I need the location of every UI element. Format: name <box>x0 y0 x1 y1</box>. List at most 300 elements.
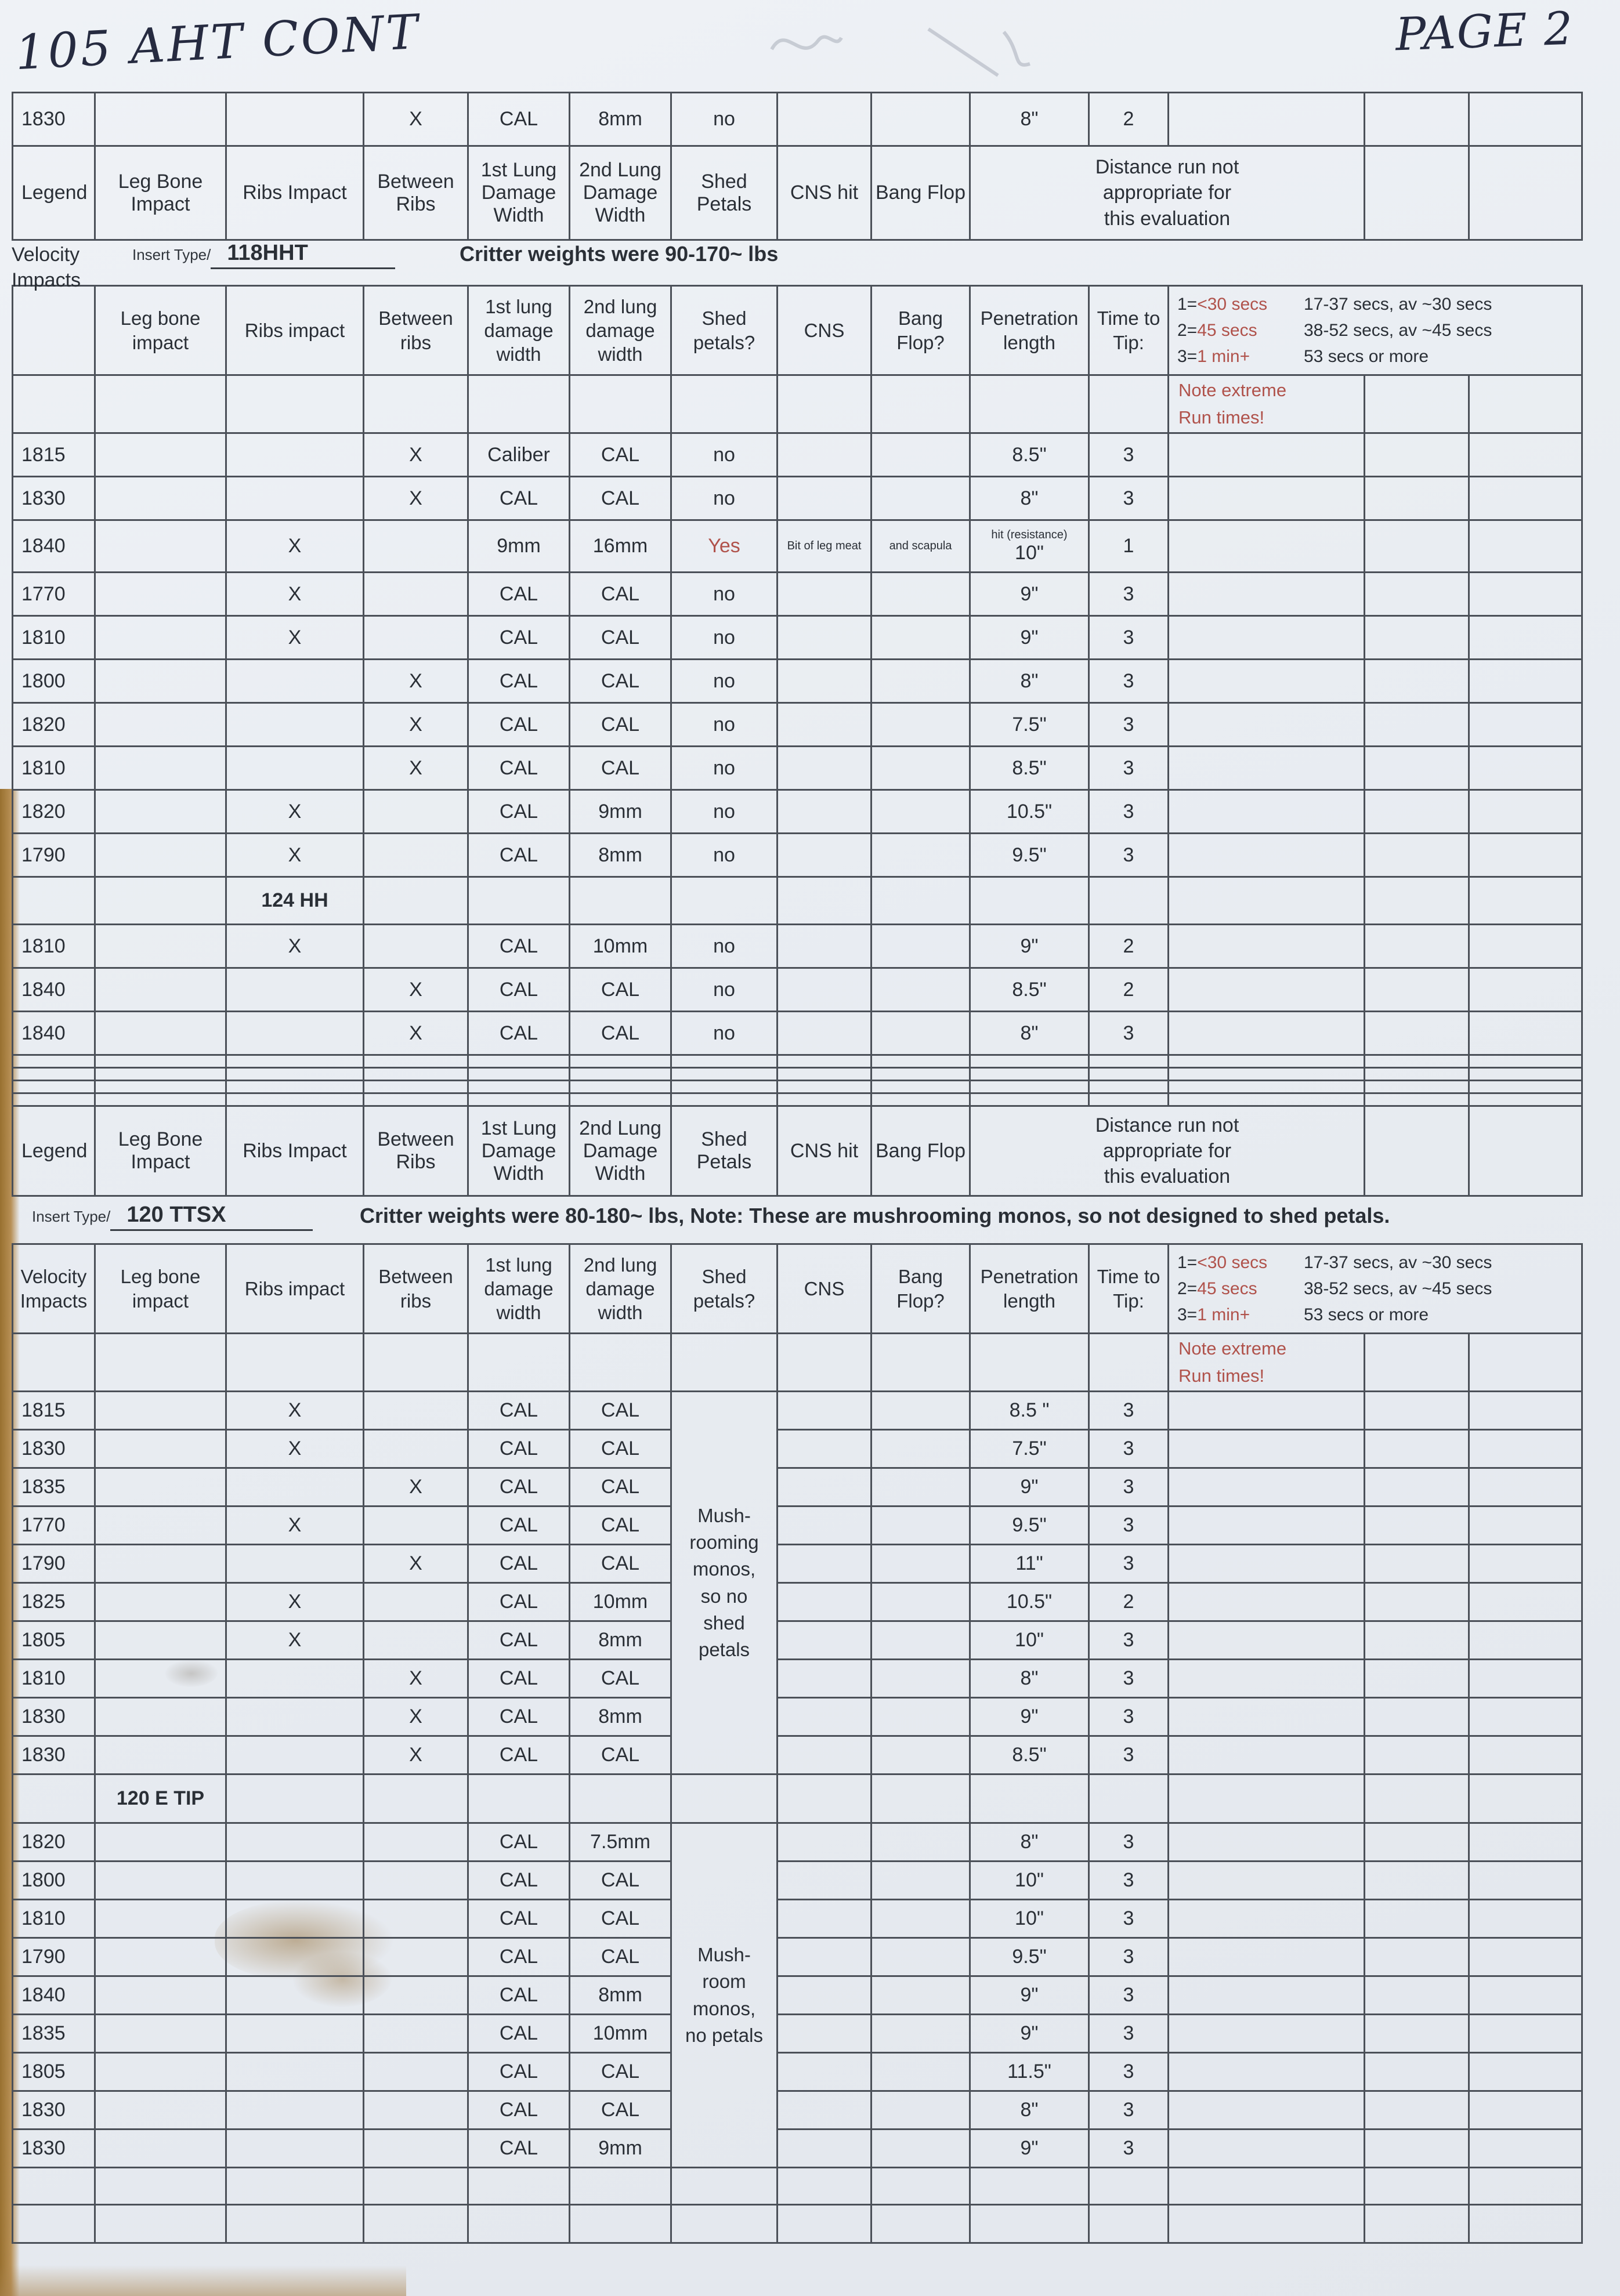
cell-ribs: X <box>226 925 364 968</box>
cell-l2: 10mm <box>570 925 671 968</box>
table-row <box>13 877 1582 925</box>
cell-btw <box>364 1583 468 1621</box>
cell-leg <box>95 877 226 925</box>
distance-line: Distance run not <box>1095 156 1239 179</box>
cell-cns <box>778 2130 872 2168</box>
cell-pen: 9" <box>970 1976 1089 2015</box>
cell-l2: CAL <box>570 1938 671 1976</box>
cell-xa <box>1365 1698 1469 1736</box>
legend-btw: Between Ribs <box>364 1106 468 1196</box>
cell-leg <box>95 1081 226 1093</box>
legend-leg: Leg Bone Impact <box>95 146 226 240</box>
cell-xb <box>1469 2130 1582 2168</box>
cell-bang <box>872 660 970 703</box>
table-row <box>13 1862 1582 1900</box>
cell-pen: 10" <box>970 1621 1089 1660</box>
cell-cns <box>778 1900 872 1938</box>
cell-xb <box>1469 1698 1582 1736</box>
cell-xb <box>1469 1468 1582 1506</box>
col-header-btw: Between ribs <box>364 1244 468 1334</box>
cell-bang <box>872 2205 970 2243</box>
time-legend-line: 3=1 min+ 53 secs or more <box>1177 347 1429 366</box>
cell-xa <box>1365 1938 1469 1976</box>
cell-btw: X <box>364 1736 468 1774</box>
cell-l1 <box>468 877 570 925</box>
cell-cns <box>778 747 872 790</box>
cell-pen <box>970 520 1089 573</box>
col-header-bang: Bang Flop? <box>872 286 970 375</box>
cell-xa <box>1365 1392 1469 1430</box>
cell-pen: 9" <box>970 616 1089 660</box>
cell-pen: 9.5" <box>970 834 1089 877</box>
cell-cns <box>778 2091 872 2130</box>
cell-shed <box>671 877 778 925</box>
cell-shed: no <box>671 968 778 1012</box>
cell-note <box>1169 2015 1365 2053</box>
cell-leg <box>95 2205 226 2243</box>
cell-btw: X <box>364 1468 468 1506</box>
cell-xa <box>1365 1862 1469 1900</box>
cell-note <box>1169 1081 1365 1093</box>
cell-time: 3 <box>1089 1900 1169 1938</box>
legend-row <box>13 146 1582 240</box>
cell-l1: CAL <box>468 1736 570 1774</box>
table-row <box>13 1698 1582 1736</box>
cell-btw <box>364 925 468 968</box>
cell-xb <box>1469 834 1582 877</box>
cell-time: 3 <box>1089 1545 1169 1583</box>
cell-pen: 8" <box>970 1012 1089 1055</box>
cell-xa <box>1365 1081 1469 1093</box>
cell-time: 3 <box>1089 2053 1169 2091</box>
cell-shed <box>671 1774 778 1823</box>
cell-ribs <box>226 1698 364 1736</box>
cell-leg <box>95 1900 226 1938</box>
cell-note <box>1169 2091 1365 2130</box>
cell-xa <box>1365 1068 1469 1081</box>
handwritten-page-number: PAGE 2 <box>1394 2 1575 61</box>
cell-time <box>1089 375 1169 433</box>
table-row <box>13 1583 1582 1621</box>
cell-leg <box>95 433 226 477</box>
cell-bang <box>872 925 970 968</box>
table-row <box>13 1468 1582 1506</box>
cell-xb <box>1469 1392 1582 1430</box>
cell-pen: 9" <box>970 1698 1089 1736</box>
cell-note <box>1169 433 1365 477</box>
cell-v: 1810 <box>13 616 95 660</box>
shed-note-line: no petals <box>685 2024 763 2046</box>
table-row <box>13 1900 1582 1938</box>
legend-l1: 1st Lung Damage Width <box>468 146 570 240</box>
cell-leg <box>95 1698 226 1736</box>
table-row <box>13 747 1582 790</box>
cell-time <box>1089 1068 1169 1081</box>
cell-xb <box>1469 968 1582 1012</box>
col-header-time: Time to Tip: <box>1089 1244 1169 1334</box>
shed-note-line: monos, <box>692 1558 756 1580</box>
cell-btw <box>364 1392 468 1430</box>
shed-note-line: room <box>702 1971 746 1993</box>
cell-cns <box>778 703 872 747</box>
legend-l2: 2nd Lung Damage Width <box>570 1106 671 1196</box>
cell-note <box>1169 1698 1365 1736</box>
cell-shed: no <box>671 747 778 790</box>
distance-line: Distance run not <box>1095 1114 1239 1136</box>
cell-xa <box>1365 747 1469 790</box>
cell-btw <box>364 1621 468 1660</box>
cell-bang <box>872 968 970 1012</box>
cell-time <box>1089 1093 1169 1106</box>
cell-leg <box>95 834 226 877</box>
cell-leg <box>95 1736 226 1774</box>
document-content <box>12 0 1585 2244</box>
critter-weights-text: Critter weights were 80-180~ lbs, <box>360 1204 690 1227</box>
handwritten-title: 105 AHT CONT <box>13 4 422 81</box>
insert-type-value: 120 TTSX <box>126 1203 226 1227</box>
cell-leg <box>95 1334 226 1392</box>
cell-btw <box>364 2091 468 2130</box>
distance-line: appropriate for <box>1102 1139 1232 1162</box>
table-row <box>13 2130 1582 2168</box>
table-row <box>13 703 1582 747</box>
cell-btw <box>364 1430 468 1468</box>
cell-v: 1840 <box>13 1012 95 1055</box>
cell-xb <box>1469 660 1582 703</box>
cell-pen <box>970 375 1089 433</box>
cell-l2 <box>570 1093 671 1106</box>
col-header-pen: Penetration length <box>970 286 1089 375</box>
cell-l1: CAL <box>468 2015 570 2053</box>
cell-note <box>1169 834 1365 877</box>
cell-bang <box>872 1660 970 1698</box>
cell-l1: CAL <box>468 616 570 660</box>
cell-xb <box>1469 2015 1582 2053</box>
cell-pen: 9" <box>970 2015 1089 2053</box>
cell-btw: X <box>364 703 468 747</box>
cell-v: 1825 <box>13 1583 95 1621</box>
cell-xb <box>1469 877 1582 925</box>
cell-time <box>1089 1774 1169 1823</box>
cell-l1 <box>468 375 570 433</box>
cell-cns <box>778 2015 872 2053</box>
cell-l2: CAL <box>570 2091 671 2130</box>
cell-bang <box>872 1506 970 1545</box>
cell-bang <box>872 1012 970 1055</box>
cell-btw <box>364 2015 468 2053</box>
cell-xa <box>1365 2130 1469 2168</box>
shed-note-line: Mush- <box>697 1944 751 1966</box>
cell-l2: CAL <box>570 1660 671 1698</box>
cell-l2: CAL <box>570 1862 671 1900</box>
cell-xa <box>1365 2015 1469 2053</box>
cell-v: 1840 <box>13 520 95 573</box>
cell-v: 1815 <box>13 1392 95 1430</box>
cell-btw <box>364 790 468 834</box>
cell-xa <box>1365 877 1469 925</box>
cell-shed <box>671 1823 778 2168</box>
cell-ribs: X <box>226 1621 364 1660</box>
table-row <box>13 1068 1582 1081</box>
cell-cns <box>778 1055 872 1068</box>
cell-l1: CAL <box>468 573 570 616</box>
cell-cns <box>778 2205 872 2243</box>
cell-time: 3 <box>1089 1660 1169 1698</box>
cell-leg <box>95 1621 226 1660</box>
cell-note <box>1169 573 1365 616</box>
legend-shed: Shed Petals <box>671 1106 778 1196</box>
cell-l2: CAL <box>570 1736 671 1774</box>
cell-bang <box>872 790 970 834</box>
cell-l2: 8mm <box>570 1621 671 1660</box>
cell-xb <box>1469 1055 1582 1068</box>
cell-btw <box>364 1055 468 1068</box>
legend-l1: 1st Lung Damage Width <box>468 1106 570 1196</box>
cell-shed <box>671 1081 778 1093</box>
cell-btw <box>364 1068 468 1081</box>
cell-xb <box>1469 790 1582 834</box>
cell-v: 1840 <box>13 968 95 1012</box>
cell-pen: 10" <box>970 1862 1089 1900</box>
cell-xa <box>1365 1976 1469 2015</box>
critter-weights-note: Critter weights were 90-170~ lbs <box>460 242 779 266</box>
cell-bang <box>872 1823 970 1862</box>
cell-xa <box>1365 660 1469 703</box>
cell-btw <box>364 1938 468 1976</box>
cell-time: 3 <box>1089 1468 1169 1506</box>
cell-l2: CAL <box>570 433 671 477</box>
cell-v: 1820 <box>13 790 95 834</box>
cell-v <box>13 2168 95 2205</box>
cell-pen: 9" <box>970 925 1089 968</box>
cell-l1 <box>468 1093 570 1106</box>
cell-note <box>1169 93 1365 146</box>
cell-time: 3 <box>1089 747 1169 790</box>
cell-leg <box>95 1068 226 1081</box>
cell-ribs <box>226 1660 364 1698</box>
cell-l1: CAL <box>468 925 570 968</box>
cell-l1: CAL <box>468 1430 570 1468</box>
cell-ribs <box>226 375 364 433</box>
col-header-shed: Shed petals? <box>671 286 778 375</box>
cell-note <box>1169 2053 1365 2091</box>
cell-xb <box>1469 1081 1582 1093</box>
cell-xb <box>1469 1774 1582 1823</box>
cell-ribs: 124 HH <box>226 877 364 925</box>
cell-ribs <box>226 703 364 747</box>
cell-btw <box>364 1862 468 1900</box>
cell-l2: CAL <box>570 616 671 660</box>
cell-xb <box>1469 1862 1582 1900</box>
cell-btw <box>364 2205 468 2243</box>
cell-cns <box>778 834 872 877</box>
cell-xa <box>1365 1468 1469 1506</box>
cell-note <box>1169 1468 1365 1506</box>
cell-v: 1830 <box>13 1430 95 1468</box>
cell-pen: 8" <box>970 1823 1089 1862</box>
cell-cns <box>778 1468 872 1506</box>
cell-l1: CAL <box>468 1468 570 1506</box>
cell-xb <box>1469 573 1582 616</box>
cell-cns <box>778 1698 872 1736</box>
cell-leg <box>95 660 226 703</box>
time-legend-line: 2=45 secs 38-52 secs, av ~45 secs <box>1177 321 1492 340</box>
cell-leg <box>95 703 226 747</box>
cell-note <box>1169 1660 1365 1698</box>
time-legend-line: 1=<30 secs 17-37 secs, av ~30 secs <box>1177 295 1492 314</box>
cell-btw: X <box>364 1698 468 1736</box>
cell-btw <box>364 2168 468 2205</box>
cell-l1: CAL <box>468 1660 570 1698</box>
cell-l2: 8mm <box>570 1698 671 1736</box>
col-header-cns: CNS <box>778 286 872 375</box>
cell-pen: 8.5 " <box>970 1392 1089 1430</box>
col-header-leg: Leg bone impact <box>95 1244 226 1334</box>
cell-btw <box>364 1081 468 1093</box>
cell-cns <box>778 1862 872 1900</box>
cell-note <box>1169 703 1365 747</box>
cell-note <box>1169 477 1365 520</box>
cell-ribs <box>226 660 364 703</box>
cell-xb <box>1469 520 1582 573</box>
cell-xa <box>1365 2091 1469 2130</box>
cell-v: 1800 <box>13 1862 95 1900</box>
cell-v: 1830 <box>13 477 95 520</box>
cell-l2: CAL <box>570 2053 671 2091</box>
pen-value: 10" <box>1015 541 1044 564</box>
cell-v: 1805 <box>13 1621 95 1660</box>
cell-shed <box>671 1055 778 1068</box>
cell-v: 1835 <box>13 2015 95 2053</box>
cell-ribs <box>226 1823 364 1862</box>
table-row <box>13 2053 1582 2091</box>
cell-shed: no <box>671 834 778 877</box>
cell-l2 <box>570 1081 671 1093</box>
cell-time <box>1089 2205 1169 2243</box>
cell-btw: X <box>364 1660 468 1698</box>
col-header-btw: Between ribs <box>364 286 468 375</box>
cell-cns <box>778 1012 872 1055</box>
cell-v: 1830 <box>13 1698 95 1736</box>
cell-time: 3 <box>1089 834 1169 877</box>
cell-cns <box>778 573 872 616</box>
note-line: Run times! <box>1178 1365 1265 1386</box>
cell-l1: CAL <box>468 1938 570 1976</box>
cell-l2: 8mm <box>570 834 671 877</box>
cell-btw: X <box>364 1545 468 1583</box>
cell-xa <box>1365 1583 1469 1621</box>
cell-cns <box>778 1068 872 1081</box>
cell-cns <box>778 1583 872 1621</box>
cell-v <box>13 375 95 433</box>
cell-ribs <box>226 2015 364 2053</box>
insert-type-label: Insert Type/ <box>32 1208 111 1225</box>
cell-xa <box>1365 2168 1469 2205</box>
cell-btw: X <box>364 660 468 703</box>
cell-leg <box>95 747 226 790</box>
cell-btw <box>364 1774 468 1823</box>
cell-l1: CAL <box>468 477 570 520</box>
cell-l1: CAL <box>468 2053 570 2091</box>
cell-bang <box>872 834 970 877</box>
cell-leg <box>95 1545 226 1583</box>
cell-time <box>1089 1055 1169 1068</box>
table-row <box>13 1736 1582 1774</box>
table-row <box>13 616 1582 660</box>
cell-shed <box>671 2168 778 2205</box>
table-row <box>13 2091 1582 2130</box>
cell-xa <box>1365 2205 1469 2243</box>
cell-leg <box>95 1976 226 2015</box>
cell-bang: and scapula <box>872 520 970 573</box>
cell-note <box>1169 1068 1365 1081</box>
velocity-impacts-label: Velocity Impacts <box>12 244 81 292</box>
cell-xa <box>1365 1055 1469 1068</box>
cell-v: 1770 <box>13 1506 95 1545</box>
cell-l2: CAL <box>570 1012 671 1055</box>
cell-pen: 7.5" <box>970 703 1089 747</box>
cell-v: 1810 <box>13 1660 95 1698</box>
cell-shed <box>671 2205 778 2243</box>
cell-btw: X <box>364 968 468 1012</box>
cell-pen <box>970 1068 1089 1081</box>
cell-btw <box>364 1900 468 1938</box>
cell-note <box>1169 1862 1365 1900</box>
cell-pen: 8.5" <box>970 968 1089 1012</box>
cell-xb <box>1469 93 1582 146</box>
cell-pen <box>970 2168 1089 2205</box>
cell-leg <box>95 573 226 616</box>
cell-shed: no <box>671 925 778 968</box>
cell-cns <box>778 1976 872 2015</box>
cell-v: 1790 <box>13 834 95 877</box>
cell-ribs <box>226 2130 364 2168</box>
cell-bang <box>872 2015 970 2053</box>
cell-l2: CAL <box>570 968 671 1012</box>
cell-ribs: X <box>226 834 364 877</box>
cell-bang <box>872 1774 970 1823</box>
section-120ttsx-caption <box>12 1197 1585 1243</box>
cell-time: 3 <box>1089 1736 1169 1774</box>
cell-leg <box>95 2015 226 2053</box>
cell-note <box>1169 1900 1365 1938</box>
cell-bang <box>872 1392 970 1430</box>
cell-shed: no <box>671 703 778 747</box>
cell-cns <box>778 2168 872 2205</box>
cell-shed <box>671 375 778 433</box>
cell-l2: CAL <box>570 1468 671 1506</box>
cell-shed: no <box>671 573 778 616</box>
cell-pen: 8" <box>970 93 1089 146</box>
cell-xa <box>1365 1545 1469 1583</box>
cell-l1: CAL <box>468 1506 570 1545</box>
legend-row <box>13 1106 1582 1196</box>
cell-btw <box>364 1506 468 1545</box>
cell-btw: X <box>364 747 468 790</box>
carryover-table <box>12 92 1583 241</box>
cell-l2 <box>570 2168 671 2205</box>
cell-ribs <box>226 1900 364 1938</box>
cell-time: 3 <box>1089 1506 1169 1545</box>
cell-leg <box>95 1392 226 1430</box>
cell-xa <box>1365 1774 1469 1823</box>
note-extreme-run-times <box>1169 1334 1365 1392</box>
cell-bang <box>872 1334 970 1392</box>
cell-pen <box>970 2205 1089 2243</box>
cell-xa <box>1365 1823 1469 1862</box>
cell-xb <box>1469 1506 1582 1545</box>
cell-cns <box>778 877 872 925</box>
